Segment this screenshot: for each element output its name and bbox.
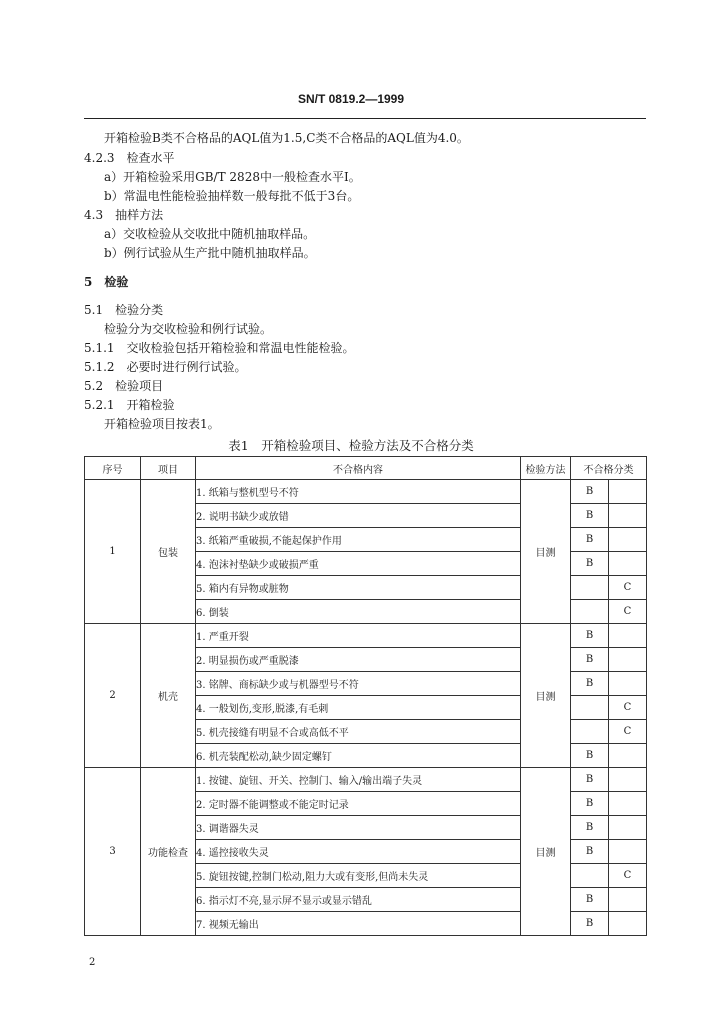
header-item: 项目 — [141, 457, 196, 480]
class-b — [571, 600, 609, 624]
row-content: 2. 明显损伤或严重脱漆 — [196, 648, 521, 672]
class-b: B — [571, 528, 609, 552]
row-content: 5. 旋钮按键,控制门松动,阻力大或有变形,但尚未失灵 — [196, 864, 521, 888]
heading-5-1-1: 5.1.1 交收检验包括开箱检验和常温电性能检验。 — [84, 341, 355, 355]
class-c — [609, 744, 647, 768]
row-content: 1. 按键、旋钮、开关、控制门、输入/输出端子失灵 — [196, 768, 521, 792]
header-content: 不合格内容 — [196, 457, 521, 480]
class-b: B — [571, 744, 609, 768]
group-method: 目测 — [521, 624, 571, 768]
class-b: B — [571, 912, 609, 936]
class-c: C — [609, 600, 647, 624]
class-b: B — [571, 504, 609, 528]
class-c — [609, 840, 647, 864]
row-content: 5. 机壳接缝有明显不合或高低不平 — [196, 720, 521, 744]
row-content: 4. 泡沫衬垫缺少或破损严重 — [196, 552, 521, 576]
table-row — [85, 480, 647, 504]
class-b: B — [571, 648, 609, 672]
group-item: 包装 — [141, 480, 196, 624]
heading-5-2-1: 5.2.1 开箱检验 — [84, 398, 175, 412]
table-row — [85, 624, 647, 648]
class-b — [571, 864, 609, 888]
row-content: 1. 纸箱与整机型号不符 — [196, 480, 521, 504]
class-c: C — [609, 696, 647, 720]
header-rule — [84, 118, 646, 119]
table-header-row — [85, 457, 647, 480]
class-b — [571, 576, 609, 600]
class-b: B — [571, 840, 609, 864]
class-c: C — [609, 864, 647, 888]
row-content: 5. 箱内有异物或脏物 — [196, 576, 521, 600]
row-content: 4. 遥控接收失灵 — [196, 840, 521, 864]
class-b: B — [571, 624, 609, 648]
paragraph-aql: 开箱检验B类不合格品的AQL值为1.5,C类不合格品的AQL值为4.0。 — [104, 131, 469, 145]
class-c — [609, 816, 647, 840]
header-class: 不合格分类 — [571, 457, 647, 480]
class-c — [609, 504, 647, 528]
class-c — [609, 672, 647, 696]
group-method: 目测 — [521, 480, 571, 624]
class-c — [609, 888, 647, 912]
class-b: B — [571, 672, 609, 696]
class-b: B — [571, 816, 609, 840]
class-c — [609, 648, 647, 672]
row-content: 6. 指示灯不亮,显示屏不显示或显示错乱 — [196, 888, 521, 912]
class-c — [609, 552, 647, 576]
list-item-a-sampling: a）交收检验从交收批中随机抽取样品。 — [104, 227, 316, 241]
class-b: B — [571, 480, 609, 504]
class-c — [609, 792, 647, 816]
heading-4-3: 4.3 抽样方法 — [84, 208, 164, 222]
row-content: 2. 定时器不能调整或不能定时记录 — [196, 792, 521, 816]
class-b — [571, 696, 609, 720]
class-c — [609, 480, 647, 504]
class-b: B — [571, 792, 609, 816]
inspection-table — [84, 456, 647, 936]
class-c — [609, 768, 647, 792]
row-content: 3. 铭牌、商标缺少或与机器型号不符 — [196, 672, 521, 696]
paragraph-classification: 检验分为交收检验和例行试验。 — [104, 322, 273, 336]
row-content: 7. 视频无输出 — [196, 912, 521, 936]
header-seq: 序号 — [85, 457, 141, 480]
group-seq: 3 — [85, 768, 141, 936]
heading-5-2: 5.2 检验项目 — [84, 379, 164, 393]
class-c — [609, 528, 647, 552]
group-seq: 1 — [85, 480, 141, 624]
class-c — [609, 912, 647, 936]
row-content: 4. 一般划伤,变形,脱漆,有毛刺 — [196, 696, 521, 720]
group-item: 机壳 — [141, 624, 196, 768]
page-number: 2 — [89, 957, 96, 968]
list-item-b-sample-size: b）常温电性能检验抽样数一般每批不低于3台。 — [104, 189, 360, 203]
list-item-a-inspection-level: a）开箱检验采用GB/T 2828中一般检查水平Ⅰ。 — [104, 170, 361, 184]
row-content: 6. 倒装 — [196, 600, 521, 624]
heading-4-2-3: 4.2.3 检查水平 — [84, 151, 175, 165]
table-row — [85, 768, 647, 792]
heading-5-1: 5.1 检验分类 — [84, 303, 164, 317]
row-content: 6. 机壳装配松动,缺少固定螺钉 — [196, 744, 521, 768]
header-method: 检验方法 — [521, 457, 571, 480]
class-b — [571, 720, 609, 744]
row-content: 3. 纸箱严重破损,不能起保护作用 — [196, 528, 521, 552]
class-b: B — [571, 768, 609, 792]
row-content: 1. 严重开裂 — [196, 624, 521, 648]
paragraph-table-ref: 开箱检验项目按表1。 — [104, 417, 220, 431]
row-content: 2. 说明书缺少或放错 — [196, 504, 521, 528]
class-c: C — [609, 720, 647, 744]
table-caption: 表1 开箱检验项目、检验方法及不合格分类 — [228, 438, 474, 453]
heading-5-1-2: 5.1.2 必要时进行例行试验。 — [84, 360, 247, 374]
class-b: B — [571, 888, 609, 912]
class-c — [609, 624, 647, 648]
list-item-b-sampling: b）例行试验从生产批中随机抽取样品。 — [104, 246, 316, 260]
group-method: 目测 — [521, 768, 571, 936]
group-seq: 2 — [85, 624, 141, 768]
document-header: SN/T 0819.2—1999 — [297, 92, 405, 106]
class-c: C — [609, 576, 647, 600]
class-b: B — [571, 552, 609, 576]
heading-5: 5 检验 — [84, 275, 129, 289]
row-content: 3. 调谐器失灵 — [196, 816, 521, 840]
group-item: 功能检查 — [141, 768, 196, 936]
